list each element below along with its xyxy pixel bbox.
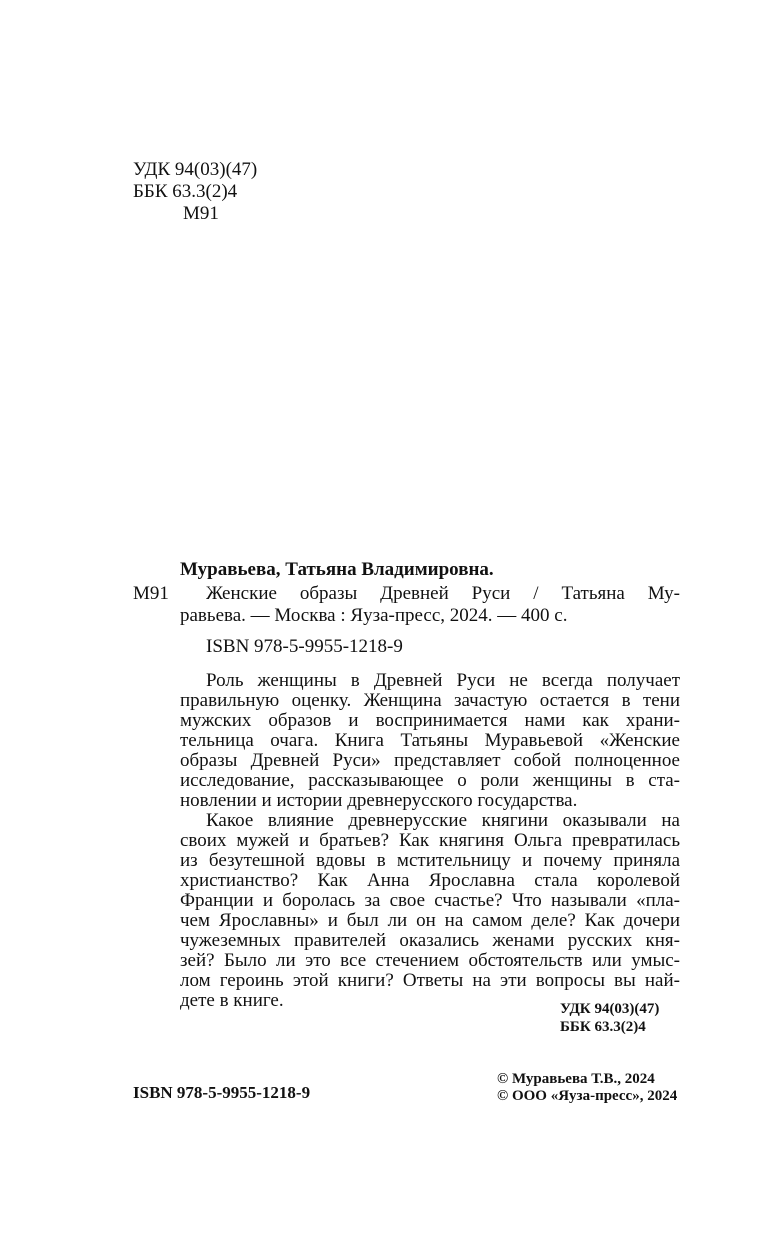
annotation-line: зей? Было ли это все стечением обстоятельств или умыс- [180, 950, 680, 971]
udk-code: УДК 94(03)(47) [133, 159, 258, 180]
annotation-line: Роль женщины в Древней Руси не всегда получает [206, 670, 680, 691]
annotation-line: исследование, рассказывающее о роли женщины в ста- [180, 770, 680, 791]
annotation-line: лом героинь этой книги? Ответы на эти вопросы вы най- [180, 970, 680, 991]
copyright-author: © Муравьева Т.В., 2024 [497, 1071, 655, 1087]
annotation-line: чем Ярославны» и был ли он на самом деле? Как дочери [180, 910, 680, 931]
footer-isbn: ISBN 978-5-9955-1218-9 [133, 1083, 311, 1102]
annotation-line: своих мужей и братьев? Как княгиня Ольга превратилась [180, 830, 680, 851]
annotation-line: новлении и истории древнерусского государства. [180, 790, 578, 811]
annotation-line: Франции и боролась за свое счастье? Что называли «пла- [180, 890, 680, 911]
annotation-line: дете в книге. [180, 990, 284, 1011]
annotation-line: образы Древней Руси» представляет собой полноценное [180, 750, 680, 771]
title-line-2: равьева. — Москва : Яуза-пресс, 2024. — 400 с. [180, 605, 568, 626]
annotation-line: из безутешной вдовы в мстительницу и почему приняла [180, 850, 680, 871]
annotation-line: христианство? Как Анна Ярославна стала королевой [180, 870, 680, 891]
annotation-line: правильную оценку. Женщина зачастую остается в тени [180, 690, 680, 711]
udk-code-bottom: УДК 94(03)(47) [560, 1001, 660, 1017]
entry-isbn: ISBN 978-5-9955-1218-9 [206, 636, 403, 657]
annotation-line: мужских образов и воспринимается нами как храни- [180, 710, 680, 731]
bbk-code-bottom: ББК 63.3(2)4 [560, 1019, 646, 1035]
copyright-publisher: © ООО «Яуза-пресс», 2024 [497, 1088, 678, 1104]
bbk-code: ББК 63.3(2)4 [133, 181, 238, 202]
annotation-line: тельница очага. Книга Татьяны Муравьевой «Женские [180, 730, 680, 751]
entry-mark: М91 [133, 583, 169, 604]
annotation-line: Какое влияние древнерусские княгини оказывали на [206, 810, 680, 831]
title-line-1: Женские образы Древней Руси / Татьяна Му- [206, 583, 680, 604]
author-heading: Муравьева, Татьяна Владимировна. [180, 559, 494, 580]
annotation-line: чужеземных правителей оказались женами русских кня- [180, 930, 680, 951]
author-mark: М91 [183, 203, 219, 224]
